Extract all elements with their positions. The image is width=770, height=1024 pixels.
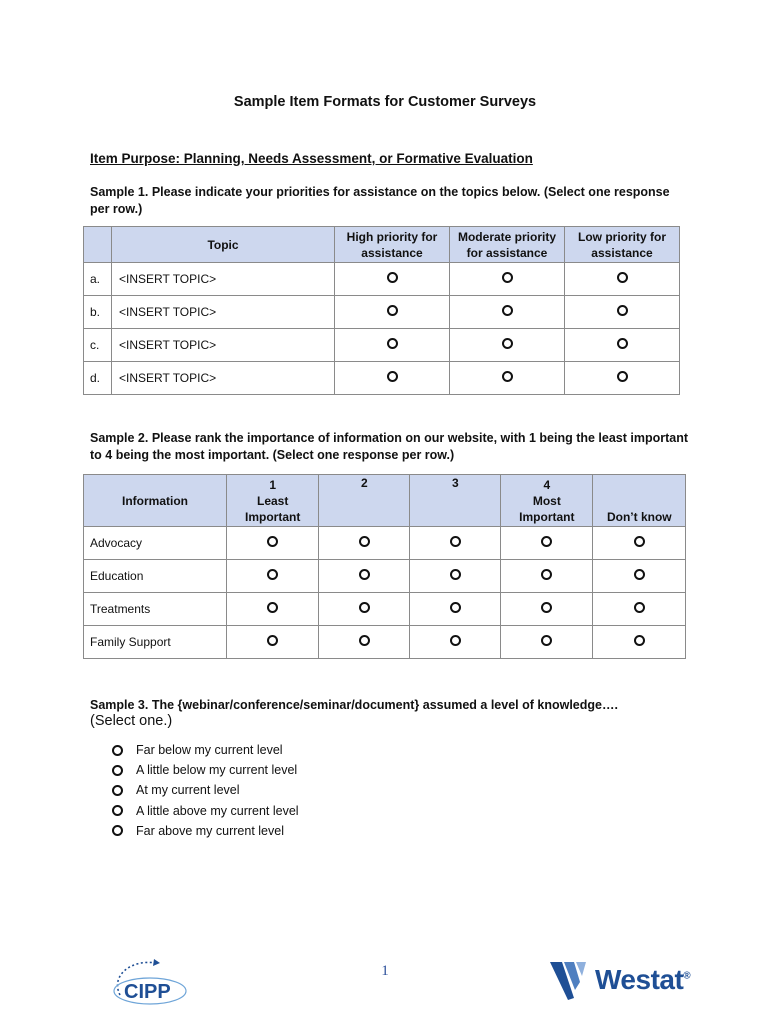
westat-mark-icon [550,960,594,1002]
information-cell: Family Support [84,626,227,659]
radio-button[interactable] [112,805,123,816]
radio-button[interactable] [450,569,461,580]
radio-button[interactable] [617,305,628,316]
row-letter: a. [84,263,112,296]
radio-button[interactable] [634,569,645,580]
radio-button[interactable] [387,272,398,283]
topic-cell: <INSERT TOPIC> [112,362,335,395]
radio-button[interactable] [502,338,513,349]
list-item[interactable] [112,821,299,841]
radio-button[interactable] [267,635,278,646]
information-cell: Education [84,560,227,593]
rank-4-number: 4 [543,477,551,492]
radio-button[interactable] [450,536,461,547]
rank-1-label: Least Important [245,493,301,524]
radio-button[interactable] [112,765,123,776]
page-title: Sample Item Formats for Customer Surveys [233,94,537,110]
header-rank-3: 3 [410,475,501,527]
radio-button[interactable] [387,305,398,316]
westat-logo [550,960,690,1002]
rank-1-number: 1 [269,477,276,492]
table-row [84,263,680,296]
radio-button[interactable] [634,536,645,547]
header-information: Information [84,475,227,527]
row-letter: b. [84,296,112,329]
header-rank-2: 2 [319,475,410,527]
information-cell: Advocacy [84,527,227,560]
option-label: At my current level [136,783,240,798]
radio-button[interactable] [112,785,123,796]
sample-2-header-row [84,475,686,527]
sample-2-table [83,474,686,659]
topic-cell: <INSERT TOPIC> [112,296,335,329]
radio-button[interactable] [267,602,278,613]
radio-button[interactable] [359,569,370,580]
list-item[interactable] [112,740,299,760]
header-topic: Topic [112,227,335,263]
radio-button[interactable] [112,825,123,836]
radio-button[interactable] [359,536,370,547]
header-rank-1 [227,475,319,527]
radio-button[interactable] [541,536,552,547]
sample-1-question: Sample 1. Please indicate your priorities for assistance on the topics below. (Select one response per row.) [90,185,670,216]
radio-button[interactable] [502,371,513,382]
sample-1-header-row [84,227,680,263]
topic-cell: <INSERT TOPIC> [112,263,335,296]
header-moderate-priority: Moderate priority for assistance [450,227,565,263]
list-item[interactable] [112,801,299,821]
header-blank-cell [84,227,112,263]
sample-3-instruction: (Select one.) [90,713,173,729]
item-purpose-heading: Item Purpose: Planning, Needs Assessment, or Formative Evaluation [90,151,533,166]
table-row [84,296,680,329]
sample-3-question: Sample 3. The {webinar/conference/seminar/document} assumed a level of knowledge…. [90,698,618,712]
row-letter: c. [84,329,112,362]
radio-button[interactable] [267,569,278,580]
radio-button[interactable] [541,635,552,646]
radio-button[interactable] [541,569,552,580]
radio-button[interactable] [112,745,123,756]
radio-button[interactable] [267,536,278,547]
sample-2-question: Sample 2. Please rank the importance of information on our website, with 1 being the least important to 4 being the most important. (Select one response per row.) [90,431,689,462]
radio-button[interactable] [502,305,513,316]
topic-cell: <INSERT TOPIC> [112,329,335,362]
radio-button[interactable] [387,338,398,349]
header-low-priority: Low priority for assistance [565,227,680,263]
rank-4-label: Most Important [519,493,575,524]
table-row [84,362,680,395]
radio-button[interactable] [617,338,628,349]
sample-3-options [112,740,299,841]
row-letter: d. [84,362,112,395]
sample-1-table [83,226,680,395]
radio-button[interactable] [450,635,461,646]
cipp-swoosh-icon [110,953,190,1009]
radio-button[interactable] [634,602,645,613]
table-row [84,593,686,626]
header-dont-know: Don’t know [593,475,686,527]
radio-button[interactable] [359,635,370,646]
option-label: A little below my current level [136,763,298,778]
table-row [84,560,686,593]
radio-button[interactable] [634,635,645,646]
radio-button[interactable] [617,272,628,283]
cipp-logo [110,953,190,1009]
radio-button[interactable] [359,602,370,613]
table-row [84,626,686,659]
option-label: Far below my current level [136,743,283,758]
radio-button[interactable] [450,602,461,613]
header-rank-4 [501,475,593,527]
westat-logo-text: Westat® [595,964,691,995]
radio-button[interactable] [387,371,398,382]
radio-button[interactable] [617,371,628,382]
table-row [84,527,686,560]
list-item[interactable] [112,760,299,780]
radio-button[interactable] [502,272,513,283]
table-row [84,329,680,362]
option-label: Far above my current level [136,823,284,838]
header-high-priority: High priority for assistance [335,227,450,263]
information-cell: Treatments [84,593,227,626]
radio-button[interactable] [541,602,552,613]
page-number: 1 [381,963,389,979]
option-label: A little above my current level [136,803,299,818]
list-item[interactable] [112,780,299,800]
cipp-logo-text: CIPP [124,981,171,1003]
